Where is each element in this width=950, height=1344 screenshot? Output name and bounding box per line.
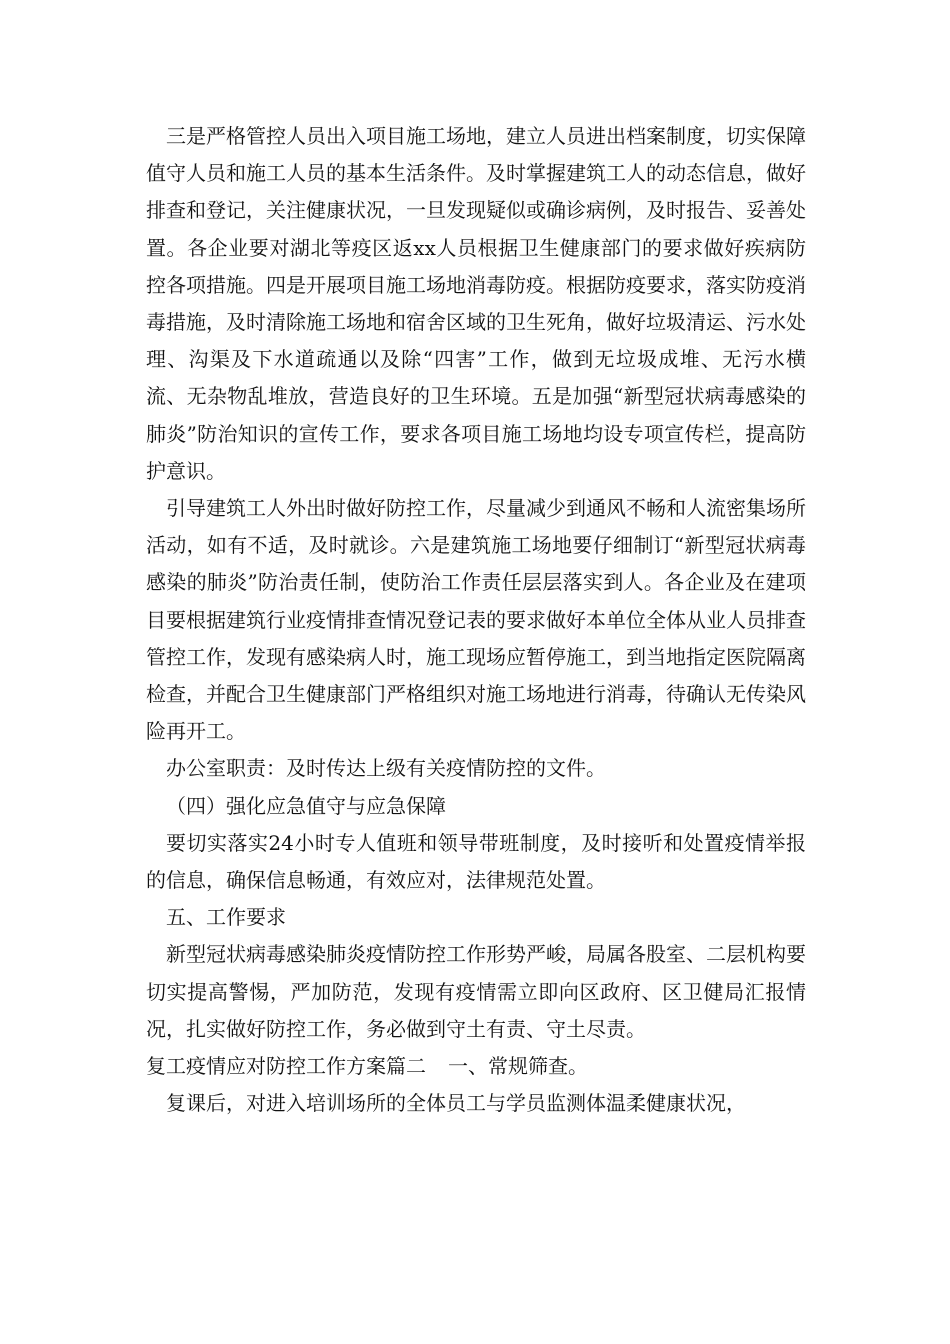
- paragraph-3: 办公室职责：及时传达上级有关疫情防控的文件。: [166, 756, 606, 781]
- paragraph-7: 新型冠状病毒感染肺炎疫情防控工作形势严峻，局属各股室、二层机构要切实提高警惕，严加防范，发现有疫情需立即向区政府、区卫健局汇报情况，扎实做好防控工作，务必做到守土有责、守土尽责。: [146, 942, 806, 1041]
- paragraph-last: 复课后，对进入培训场所的全体员工与学员监测体温柔健康状况，: [166, 1091, 746, 1116]
- section-heading-4: （四）强化应急值守与应急保障: [166, 793, 446, 818]
- chapter-title: 复工疫情应对防控工作方案篇二: [146, 1054, 426, 1079]
- paragraph-5: 要切实落实24小时专人值班和领导带班制度，及时接听和处置疫情举报的信息，确保信息畅通，有效应对，法律规范处置。: [146, 830, 806, 893]
- paragraph-1: 三是严格管控人员出入项目施工场地，建立人员进出档案制度，切实保障值守人员和施工人员的基本生活条件。及时掌握建筑工人的动态信息，做好排查和登记，关注健康状况，一旦发现疑似或确诊病例，及时报告、妥善处置。各企业要对湖北等疫区返xx人员根据卫生健康部门的要求做好疾病防控各项措施。四是开展项目施工场地消毒防疫。根据防疫要求，落实防疫消毒措施，及时清除施工场地和宿舍区域的卫生死角，做好垃圾清运、污水处理、沟渠及下水道疏通以及除“四害”工作，做到无垃圾成堆、无污水横流、无杂物乱堆放，营造良好的卫生环境。五是加强“新型冠状病毒感染的肺炎”防治知识的宣传工作，要求各项目施工场地均设专项宣传栏，提高防护意识。: [146, 124, 806, 483]
- paragraph-2: 引导建筑工人外出时做好防控工作，尽量减少到通风不畅和人流密集场所活动，如有不适，及时就诊。六是建筑施工场地要仔细制订“新型冠状病毒感染的肺炎”防治责任制，使防治工作责任层层落实到人。各企业及在建项目要根据建筑行业疫情排查情况登记表的要求做好本单位全体从业人员排查管控工作，发现有感染病人时，施工现场应暂停施工，到当地指定医院隔离检查，并配合卫生健康部门严格组织对施工场地进行消毒，待确认无传染风险再开工。: [146, 496, 806, 744]
- document-body: [146, 118, 806, 1122]
- chapter-heading-line: [146, 1048, 806, 1085]
- chapter-subtitle: 一、常规筛查。: [448, 1054, 588, 1079]
- section-heading-5: 五、工作要求: [166, 905, 286, 930]
